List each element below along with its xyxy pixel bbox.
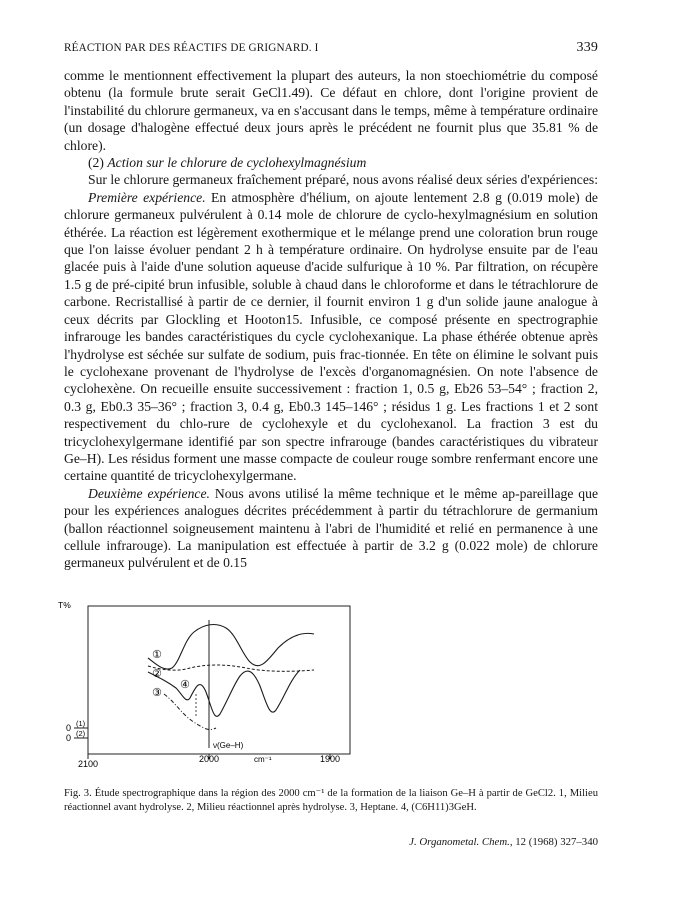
figure-ir-spectrum: [56, 598, 356, 778]
section-heading: [64, 154, 598, 171]
running-header: [64, 40, 598, 58]
figure-caption: Fig. 3. Étude spectrographique dans la région des 2000 cm⁻¹ de la formation de la liaison Ge–H à partir de GeCl2. 1, Milieu réactionnel avant hydrolyse. 2, Milieu réactionnel après hydrolyse. 3, Heptane. 4, (C6H11)3GeH.: [64, 788, 598, 813]
body-text: [64, 67, 598, 572]
x-tick-label-mid: 2000: [199, 754, 220, 764]
page-number: 339: [576, 40, 598, 55]
second-experiment-lead: Deuxième expérience.: [88, 485, 210, 501]
x-tick-label-right: 1900: [320, 754, 341, 764]
first-experiment-text: En atmosphère d'hélium, on ajoute lentement 2.8 g (0.019 mole) de chlorure germaneux pulvérulent à 0.14 mole de chlorure de cyclo-hexylmagnésium en solution éthérée. La réaction est légèrement exothermique et le mélange prend une coloration brun rouge que l'on laisse évoluer pendant 2 h à température ordinaire. On hydrolyse ensuite par de l'eau glacée puis à l'aide d'une solution aqueuse d'acide sulfurique à 10 %. Par filtration, on récupère 1.5 g de pré-cipité brun infusible, soluble à chaud dans le chloroforme et dans le tétrachlorure de carbone. Recristallisé à partir de ce dernier, il fournit environ 1 g d'un solide jaune analogue à ceux décrits par Glockling et Hooton15. Infusible, ce composé présente en spectrographie infrarouge les bandes caractéristiques du cycle cyclohexanique. La phase éthérée obtenue après l'hydrolyse est séchée sur sulfate de sodium, puis frac-tionnée. En tête on élimine le solvant puis le cyclohexane provenant de l'hydrolyse de l'excès d'organomagnésien. On note l'absence de cyclohexène. On recueille ensuite successivement : fraction 1, 0.5 g, Eb26 53–54° ; fraction 2, 0.3 g, Eb0.3 35–36° ; fraction 3, 0.4 g, Eb0.3 145–146° ; résidus 1 g. Les fractions 1 et 2 sont respectivement du chlo-rure de cyclohexyle et du cyclohexanol. La fraction 3 est du tricyclohexylgermane identifié par son spectre infrarouge (bandes caractéristiques du vibrateur Ge–H). Les résidus forment une masse compacte de couleur rouge sombre renfermant encore une certaine quantité de tricyclohexylgermane.: [64, 189, 598, 484]
second-experiment-text: Nous avons utilisé la même technique et le même ap-pareillage que pour les expériences analogues décrites précédemment à partir du tétrachlorure de germanium (ballon réactionnel soigneusement maintenu à l'abri de l'humidité et relié en permanence à une cellule infrarouge). La manipulation est effectuée à partir de 3.2 g (0.022 mole) de chlorure germaneux pulvérulent et de 0.15: [64, 485, 598, 571]
journal-footer: [409, 836, 598, 848]
zero-series-2: (2): [76, 729, 86, 738]
section-title: Action sur le chlorure de cyclohexylmagnésium: [107, 155, 367, 171]
curve-label-3: ③: [152, 686, 162, 699]
paragraph-second-experiment: [64, 485, 598, 572]
curve-label-2: ②: [152, 667, 162, 680]
journal-citation: , 12 (1968) 327–340: [509, 836, 598, 848]
curve-label-4: ④: [180, 678, 190, 691]
spectrum-plot: [56, 598, 356, 778]
band-label: ν(Ge–H): [213, 741, 244, 750]
journal-name: J. Organometal. Chem.: [409, 836, 510, 848]
x-tick-label-left: 2100: [78, 759, 99, 769]
curve-2: [148, 665, 314, 671]
section-number: (2): [88, 155, 104, 171]
curve-3: [148, 670, 300, 716]
zero-label-2: 0: [66, 733, 72, 743]
zero-label-1: 0: [66, 723, 72, 733]
zero-series-1: (1): [76, 719, 86, 728]
plot-frame: [88, 606, 350, 754]
running-title: RÉACTION PAR DES RÉACTIFS DE GRIGNARD. I: [64, 42, 319, 54]
paragraph-series: Sur le chlorure germaneux fraîchement préparé, nous avons réalisé deux séries d'expériences:: [88, 172, 598, 188]
x-unit-label: cm⁻¹: [254, 755, 272, 764]
first-experiment-lead: Première expérience.: [88, 189, 206, 205]
y-axis-label: T%: [58, 600, 71, 610]
paragraph-first-experiment: [64, 189, 598, 485]
curve-label-1: ①: [152, 648, 162, 661]
paragraph-continuation: comme le mentionnent effectivement la plupart des auteurs, la non stoechiométrie du composé obtenu (la formule brute serait GeCl1.49). Ce défaut en chlore, dont l'origine provient de l'instabilité du chlorure germaneux, va en s'accusant dans le temps, même à température ordinaire (un dosage d'halogène effectué deux jours après le précédent ne fournit plus que 35.81 % de chlore).: [64, 68, 598, 153]
curve-1: [148, 625, 314, 670]
